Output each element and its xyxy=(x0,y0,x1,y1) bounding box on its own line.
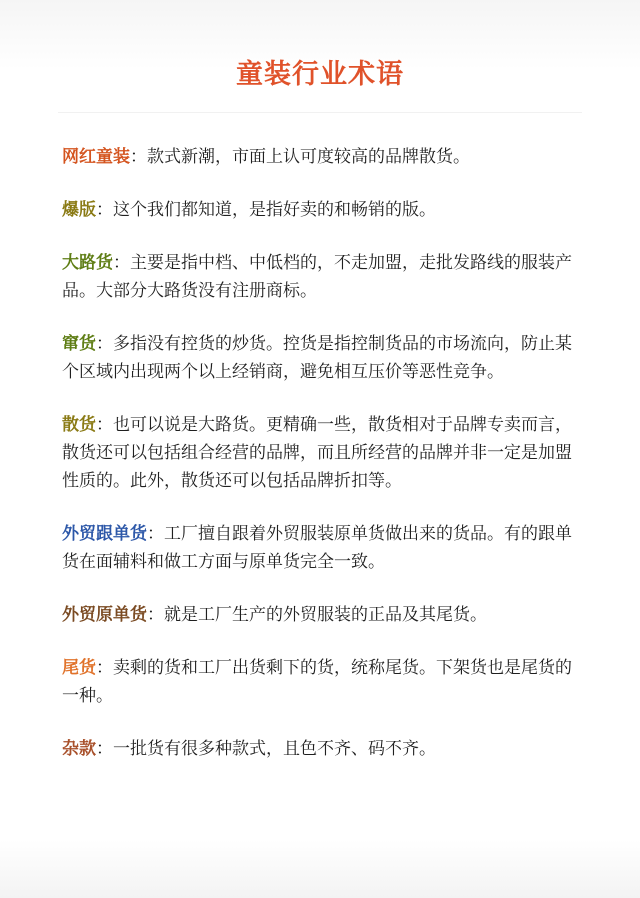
glossary-term: 窜货 xyxy=(62,334,96,354)
title-divider xyxy=(58,112,582,113)
glossary-entry-zakuan xyxy=(62,735,582,763)
glossary-term: 网红童装 xyxy=(62,147,130,167)
page-title: 童装行业术语 xyxy=(236,59,404,90)
glossary-entry-daluhuo xyxy=(62,249,582,305)
term-separator: ： xyxy=(96,739,113,759)
glossary-entry-waimao-gendanhuo xyxy=(62,520,582,576)
glossary-definition: 这个我们都知道，是指好卖的和畅销的版。 xyxy=(113,200,436,220)
term-separator: ： xyxy=(96,334,113,354)
glossary-definition: 卖剩的货和工厂出货剩下的货，统称尾货。下架货也是尾货的一种。 xyxy=(62,658,572,706)
glossary-definition: 主要是指中档、中低档的，不走加盟，走批发路线的服装产品。大部分大路货没有注册商标。 xyxy=(62,253,572,301)
glossary-entry-baoban xyxy=(62,196,582,224)
glossary-entry-weihuo xyxy=(62,654,582,710)
glossary-definition: 就是工厂生产的外贸服装的正品及其尾货。 xyxy=(164,605,487,625)
glossary-term: 尾货 xyxy=(62,658,96,678)
glossary-term: 爆版 xyxy=(62,200,96,220)
term-separator: ： xyxy=(96,415,113,435)
term-separator: ： xyxy=(96,658,113,678)
glossary-term: 大路货 xyxy=(62,253,113,273)
glossary-definition: 一批货有很多种款式，且色不齐、码不齐。 xyxy=(113,739,436,759)
glossary-entry-waimao-yuandanhuo xyxy=(62,601,582,629)
term-separator: ： xyxy=(147,605,164,625)
glossary-entry-wanghong-tongzhuang xyxy=(62,143,582,171)
term-separator: ： xyxy=(113,253,130,273)
glossary-definition: 款式新潮，市面上认可度较高的品牌散货。 xyxy=(147,147,470,167)
glossary-entry-cuanhuo xyxy=(62,330,582,386)
glossary-definition: 也可以说是大路货。更精确一些，散货相对于品牌专卖而言，散货还可以包括组合经营的品牌，而且所经营的品牌并非一定是加盟性质的。此外，散货还可以包括品牌折扣等。 xyxy=(62,415,572,491)
glossary-term: 外贸原单货 xyxy=(62,605,147,625)
glossary-term: 外贸跟单货 xyxy=(62,524,147,544)
glossary-definition: 多指没有控货的炒货。控货是指控制货品的市场流向，防止某个区域内出现两个以上经销商，避免相互压价等恶性竞争。 xyxy=(62,334,572,382)
term-separator: ： xyxy=(96,200,113,220)
glossary-list xyxy=(62,143,582,763)
glossary-entry-sanhuo xyxy=(62,411,582,495)
term-separator: ： xyxy=(130,147,147,167)
glossary-term: 散货 xyxy=(62,415,96,435)
glossary-term: 杂款 xyxy=(62,739,96,759)
glossary-definition: 工厂擅自跟着外贸服装原单货做出来的货品。有的跟单货在面辅料和做工方面与原单货完全一致。 xyxy=(62,524,572,572)
term-separator: ： xyxy=(147,524,164,544)
